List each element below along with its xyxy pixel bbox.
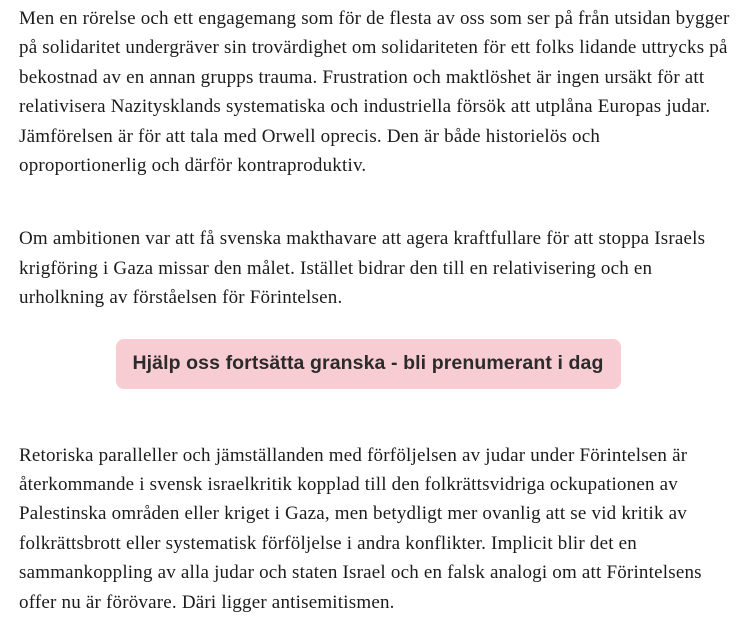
paragraph-line: offer nu är förövare. Däri ligger antisemitismen. [19, 591, 395, 613]
article-paragraph-2 [0, 224, 736, 312]
paragraph-line: Retoriska paralleller och jämställanden med förföljelsen av judar under Förintelsen är [19, 444, 688, 466]
paragraph-line: oproportionerlig och därför kontraproduktiv. [19, 155, 367, 177]
subscribe-cta-button[interactable]: Hjälp oss fortsätta granska - bli prenumerant i dag [116, 339, 621, 389]
paragraph-line: på solidaritet undergräver sin trovärdighet om solidariteten för ett folks lidande uttrycks på [19, 37, 728, 59]
paragraph-line: relativisera Nazitysklands systematiska och industriella försök att utplåna Europas judar. [19, 96, 711, 118]
article-paragraph-1 [0, 4, 736, 180]
paragraph-line: återkommande i svensk israelkritik kopplad till den folkrättsvidriga ockupationen av [19, 474, 678, 496]
cta-row [0, 339, 736, 389]
paragraph-line: folkrättsbrott eller systematisk förföljelse i andra konflikter. Implicit blir det en [19, 532, 637, 554]
paragraph-line: Palestinska områden eller kriget i Gaza, men betydligt mer ovanlig att se vid kritik av [19, 503, 687, 525]
paragraph-line: Men en rörelse och ett engagemang som för de flesta av oss som ser på från utsidan bygger [19, 8, 730, 29]
paragraph-line: urholkning av förståelsen för Förintelsen. [19, 287, 343, 309]
paragraph-line: Jämförelsen är för att tala med Orwell oprecis. Den är både historielös och [19, 125, 601, 147]
paragraph-line: bekostnad av en annan grupps trauma. Frustration och maktlöshet är ingen ursäkt för att [19, 66, 705, 88]
paragraph-line: Om ambitionen var att få svenska makthavare att agera kraftfullare för att stoppa Israels [19, 228, 706, 250]
paragraph-line: krigföring i Gaza missar den målet. Istället bidrar den till en relativisering och en [19, 257, 653, 279]
article-paragraph-3 [0, 441, 736, 617]
paragraph-line: sammankoppling av alla judar och staten Israel och en falsk analogi om att Förintelsens [19, 562, 702, 584]
